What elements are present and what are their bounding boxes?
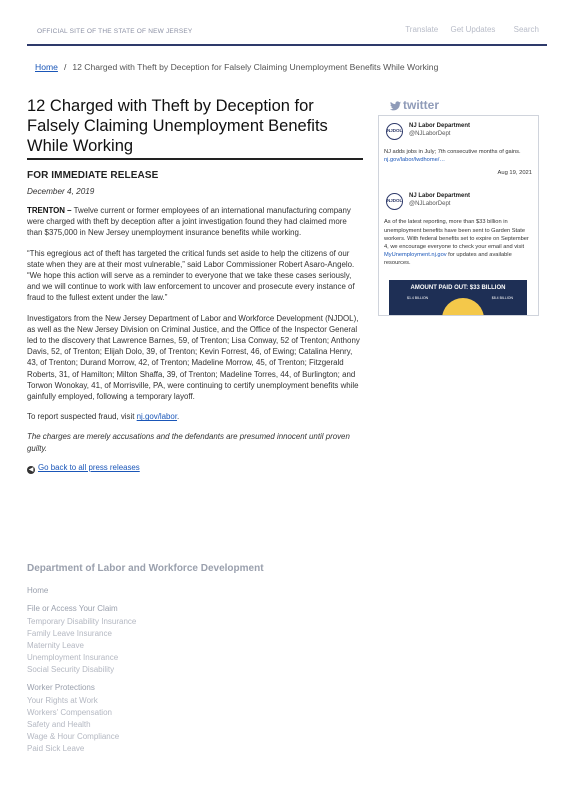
back-to-releases-link[interactable]: Go back to all press releases xyxy=(38,462,140,472)
tweet-link[interactable]: nj.gov/labor/lwdhome/… xyxy=(384,157,446,164)
tweet-link[interactable]: MyUnemployment.nj.gov xyxy=(384,252,447,259)
footer-link[interactable]: Family Leave Insurance xyxy=(27,629,112,638)
avatar[interactable]: NJDOL xyxy=(386,193,403,210)
get-updates-link[interactable]: Get Updates xyxy=(450,25,496,34)
twitter-header xyxy=(390,98,439,114)
tweet-header xyxy=(384,122,533,142)
paragraph-3: Investigators from the New Jersey Department of Labor and Workforce Development (NJDOL), as well as the New Jersey Division on Criminal Justice, and the Office of the Inspector General led to the discovery that Lawrence Barnes, 59, of Trenton; Lisa Conway, 52 of Trenton; Anthony Davis, 52, of Trenton; Elijah Dolo, 39, of Trenton; Kevin Forrest, 46, of Ewing; Catalina Henry, 43, of Trenton; Durand Morrow, 42, of Trenton; Madeline Morrow, 45, of Trenton; Fitzgerald Roberts, 31, of Hamilton; Milton Shaffa, 39, of Trenton; Madeline Torres, 44, of Burlington; and Torwon Wonokay, 41, of Morrisville, PA, were continuing to certify unemployment benefits while gainfully employed, following a temporary layoff. xyxy=(27,313,360,402)
tweet-image-left-figure: $1.4 BILLION xyxy=(407,295,429,300)
tweet-author-name[interactable]: NJ Labor Department xyxy=(409,123,471,129)
tweet-author-handle[interactable]: @NJLaborDept xyxy=(409,131,451,137)
breadcrumb-separator: / xyxy=(63,62,67,72)
footer-link[interactable]: Paid Sick Leave xyxy=(27,744,85,753)
tweet-author-name[interactable]: NJ Labor Department xyxy=(409,193,471,200)
footer-link[interactable]: Wage & Hour Compliance xyxy=(27,732,120,741)
tweet-author-handle[interactable]: @NJLaborDept xyxy=(409,201,451,208)
arrow-left-circle-icon: ◀ xyxy=(28,466,34,473)
tweet-image-title: AMOUNT PAID OUT: $33 BILLION xyxy=(410,284,506,291)
paragraph-2: “This egregious act of theft has targeted the critical funds set aside to help the citizens of our state when they are at their most vulnerable,” said Labor Commissioner Robert Asaro-Angelo. “We hope this action will serve as a reminder to everyone that we take these cases seriously, and we will continue to work with law enforcement to uncover and prosecute every instance of fraud to the fullest extent under the law.” xyxy=(27,248,355,303)
back-to-releases xyxy=(27,463,363,474)
release-date: December 4, 2019 xyxy=(27,187,95,196)
report-fraud-suffix: . xyxy=(177,412,180,422)
footer-section-claims: File or Access Your Claim xyxy=(27,604,118,613)
footer-link[interactable]: Workers' Compensation xyxy=(27,708,112,717)
tweet-text xyxy=(384,218,533,267)
page-title: 12 Charged with Theft by Deception for Falsely Claiming Unemployment Benefits While Working xyxy=(27,96,363,160)
twitter-bird-icon xyxy=(390,100,401,114)
paragraph-1 xyxy=(27,205,363,239)
footer-link[interactable]: Safety and Health xyxy=(27,720,91,729)
tweet-image-pie-graphic xyxy=(442,298,484,316)
report-fraud-link[interactable]: nj.gov/labor xyxy=(136,412,178,422)
tweet-body: NJ adds jobs in July; 7th consecutive months of gains. xyxy=(384,149,521,155)
tweet-date[interactable]: Aug 19, 2021 xyxy=(497,170,532,177)
footer-link[interactable]: Your Rights at Work xyxy=(27,696,98,705)
twitter-label: twitter xyxy=(403,98,439,112)
release-label: FOR IMMEDIATE RELEASE xyxy=(27,170,159,181)
tweet-image-right-figure: $8.4 BILLION xyxy=(491,295,513,300)
tweet-body-end: for updates and available resources. xyxy=(384,252,512,267)
breadcrumb-home-link[interactable]: Home xyxy=(35,62,58,72)
breadcrumb xyxy=(35,62,438,72)
tweet-text xyxy=(384,148,533,164)
report-fraud-text: To report suspected fraud, visit xyxy=(27,412,137,422)
tweet-divider xyxy=(379,176,538,186)
paragraph-4 xyxy=(27,411,363,422)
paragraph-5: The charges are merely accusations and the defendants are presumed innocent until proven guilty. xyxy=(27,432,350,453)
footer-home-link[interactable]: Home xyxy=(27,586,49,595)
footer-section-protections: Worker Protections xyxy=(27,683,95,692)
tweet[interactable] xyxy=(379,186,538,316)
footer-link[interactable]: Social Security Disability xyxy=(27,665,115,674)
footer-link[interactable]: Unemployment Insurance xyxy=(27,653,119,662)
breadcrumb-current: 12 Charged with Theft by Deception for Falsely Claiming Unemployment Benefits While Working xyxy=(72,62,439,72)
site-header xyxy=(27,0,547,46)
avatar[interactable]: NJDOL xyxy=(386,123,403,140)
footer-link[interactable]: Maternity Leave xyxy=(27,641,84,650)
translate-link[interactable]: Translate xyxy=(405,25,439,34)
article xyxy=(27,96,363,474)
tweet-body: As of the latest reporting, more than $33 billion in unemployment benefits have been sent to Garden State workers. With federal benefits set to expire on September 4, we encourage everyone to check your email and visit xyxy=(384,219,529,251)
tweet-image[interactable] xyxy=(389,280,527,316)
tweet-header xyxy=(384,192,533,212)
official-site-label: OFFICIAL SITE OF THE STATE OF NEW JERSEY xyxy=(37,28,193,35)
twitter-feed[interactable] xyxy=(378,115,539,316)
site-footer xyxy=(27,563,327,753)
paragraph-1-text: Twelve current or former employees of an international manufacturing company were charged with theft by deception after a joint investigation found they had claimed more than $375,000 in New Jersey unemployment insurance benefits while working. xyxy=(27,206,351,238)
footer-dept-title: Department of Labor and Workforce Development xyxy=(27,563,264,574)
dateline: TRENTON – xyxy=(27,206,72,215)
footer-link[interactable]: Temporary Disability Insurance xyxy=(27,617,137,626)
tweet[interactable] xyxy=(379,116,538,164)
search-link[interactable]: Search xyxy=(513,25,539,34)
header-nav xyxy=(405,25,539,34)
